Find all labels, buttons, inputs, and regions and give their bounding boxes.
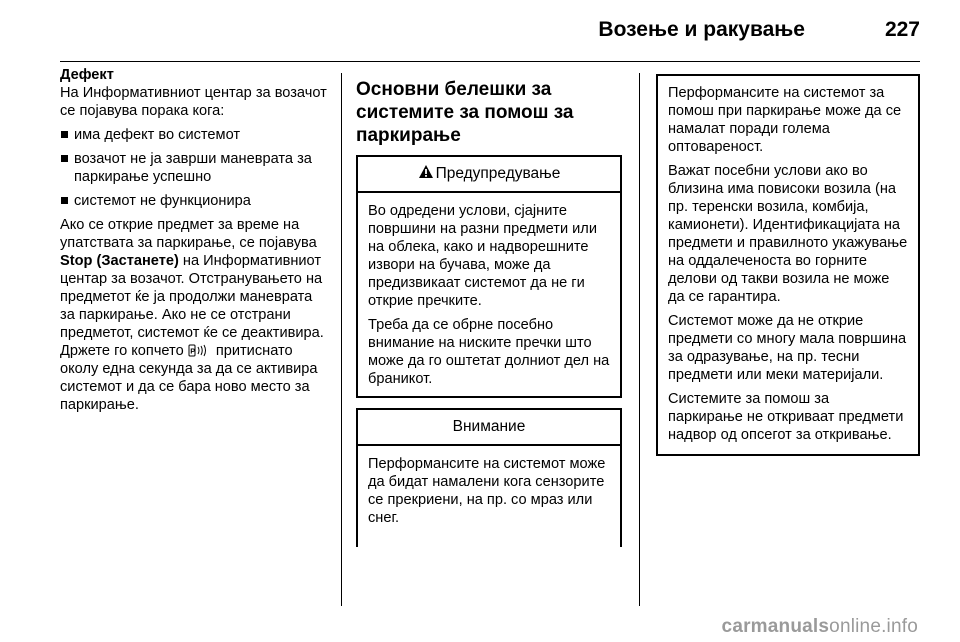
column-divider-right (639, 73, 640, 606)
fault-heading: Дефект (60, 67, 114, 83)
fault-intro: На Информативниот центар за возачот се појавува порака кога: (60, 85, 327, 119)
fault-paragraph (60, 216, 328, 414)
list-item: возачот не ја заврши маневрата за паркирање успешно (60, 150, 328, 186)
fault-paragraph-c: притиснато околу една секунда за да се активира системот и да се бара ново место за паркирање. (60, 343, 318, 413)
note-paragraph: Перформансите на системот за помош при паркирање може да се намалат поради голема оптовареност. (668, 85, 902, 155)
fault-paragraph-a: Ако се открие предмет за време на упатствата за паркирање, се појавува (60, 217, 317, 251)
warning-body (358, 193, 620, 396)
notes-body (658, 76, 918, 454)
caution-header (358, 410, 620, 446)
column-fault (60, 66, 328, 420)
warning-triangle-icon (418, 164, 434, 184)
stop-message: Stop (Застанете) (60, 253, 179, 269)
page-number: 227 (884, 18, 920, 41)
warning-box (356, 155, 622, 398)
note-paragraph: Системите за помош за паркирање не откриваат предмети надвор од опсегот за откривање. (668, 391, 904, 443)
list-item: системот не функционира (60, 192, 328, 210)
warning-text: Во одредени услови, сјајните површини на разни предмети или на облека, како и надворешните извори на бучава, може да предизвикаат системот да не ги открие пречките. (368, 203, 597, 309)
parking-assist-button-icon (188, 344, 208, 357)
caution-title: Внимание (452, 418, 526, 435)
note-paragraph: Важат посебни услови ако во близина има повисоки возила (на пр. теренски возила, комбија, камионети). Идентификацијата на предмети и правилното укажување на оддалеченоста во горните делови од такви возила не може да се гарантира. (668, 163, 908, 305)
caution-body (358, 446, 620, 547)
list-item: има дефект во системот (60, 126, 328, 144)
column-divider-left (341, 73, 342, 606)
header-divider (60, 61, 920, 62)
watermark-part-a: carmanuals (721, 616, 830, 637)
column-notes (656, 74, 920, 466)
fault-list (60, 126, 328, 210)
svg-text:P: P (190, 346, 196, 356)
fault-paragraph-b: на Информативниот центар за возачот. Отстранувањето на предметот ќе ја продолжи маневрата за паркирање. Ако не се отстрани предметот, системот ќе се деактивира. Држете го копчето (60, 253, 324, 359)
watermark (722, 616, 918, 638)
notes-box (656, 74, 920, 456)
warning-title: Предупредување (435, 165, 561, 182)
warning-header (358, 157, 620, 193)
watermark-part-b: online.info (829, 616, 918, 637)
column-basic-notes (356, 78, 622, 547)
warning-text: Треба да се обрне посебно внимание на ниските пречки што може да го оштетат долниот дел на браникот. (368, 317, 610, 387)
note-paragraph: Системот може да не открие предмети со многу мала површина за одразување, на пр. тесни предмети или меки материјали. (668, 313, 907, 383)
caution-text: Перформансите на системот може да бидат намалени кога сензорите се прекриени, на пр. со мраз или снег. (368, 456, 606, 526)
page-title: Возење и ракување (598, 18, 805, 41)
caution-box (356, 408, 622, 547)
section-heading: Основни белешки за системите за помош за паркирање (356, 79, 574, 146)
